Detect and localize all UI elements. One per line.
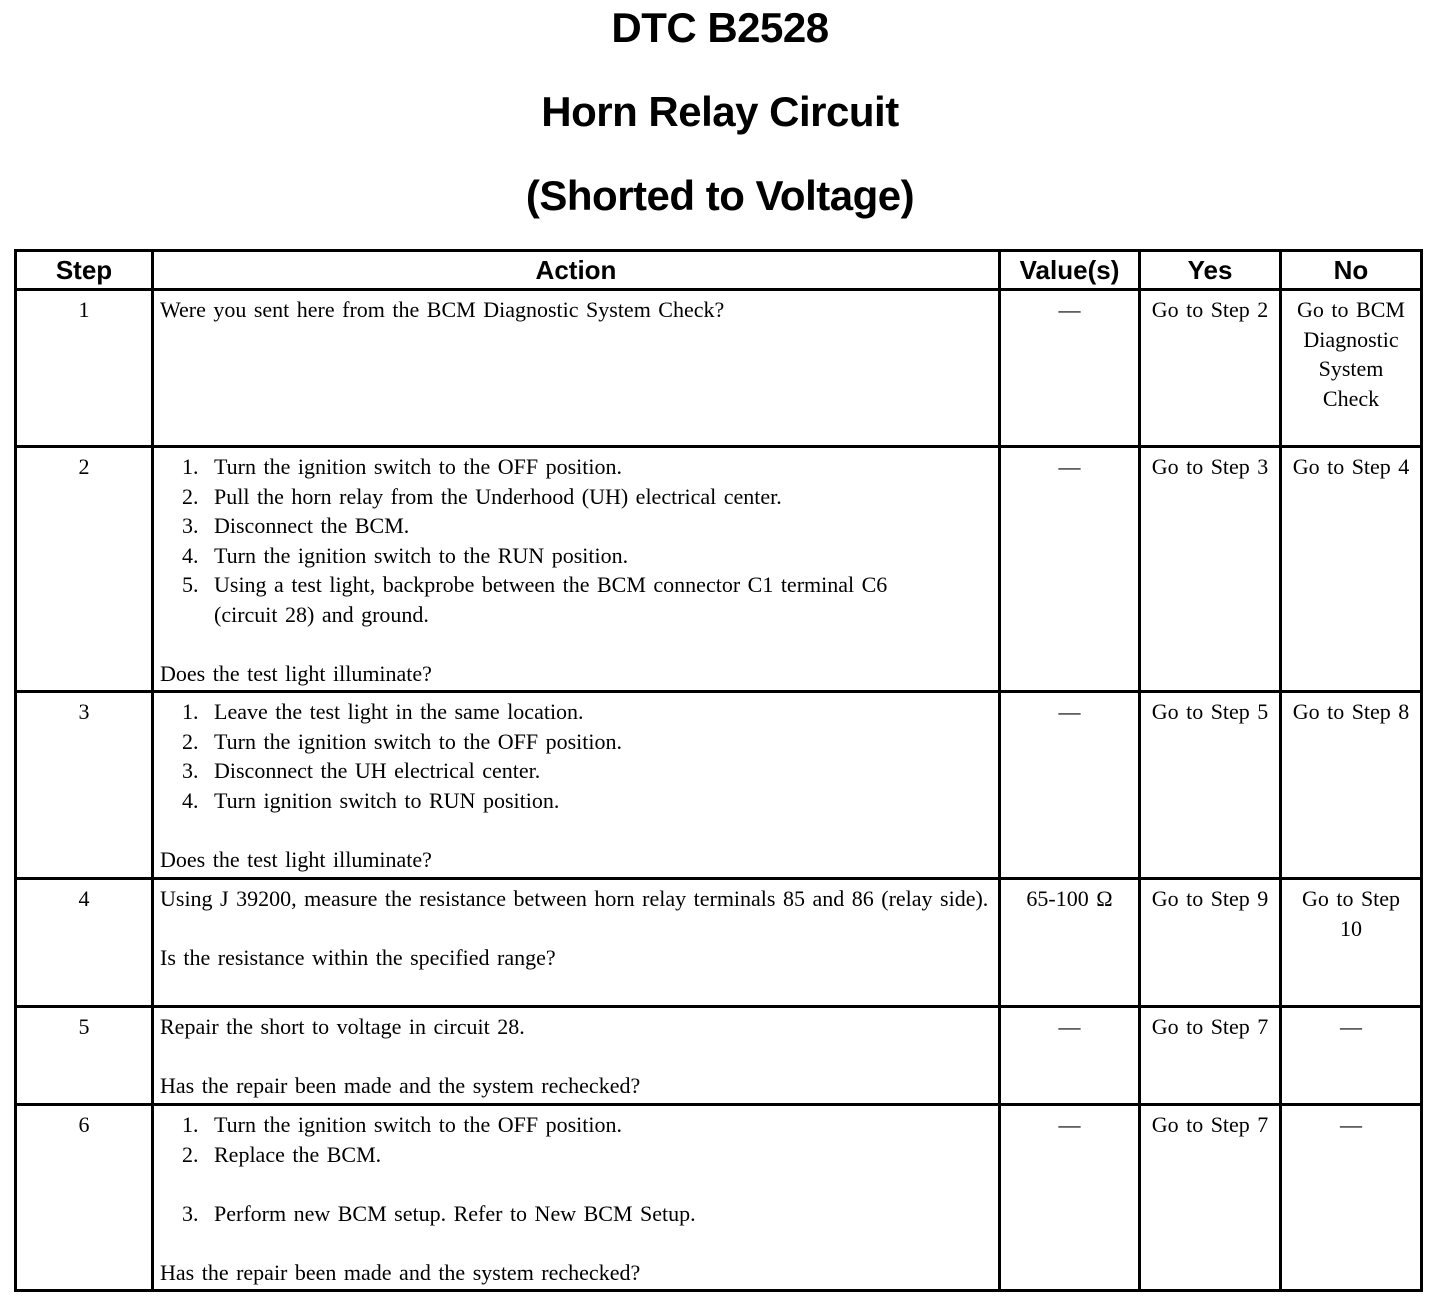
action-cell xyxy=(153,879,1000,1007)
value-cell: — xyxy=(1000,447,1140,692)
header-no: No xyxy=(1281,251,1422,290)
action-question: Does the test light illuminate? xyxy=(160,846,432,872)
table-row xyxy=(16,447,1422,692)
yes-cell: Go to Step 3 xyxy=(1140,447,1281,692)
list-item: 5. Using a test light, backprobe between the BCM connector C1 terminal C6 (circuit 28) and ground. xyxy=(182,572,888,627)
no-cell: Go to Step 8 xyxy=(1281,692,1422,879)
value-cell: — xyxy=(1000,1105,1140,1291)
list-item: 4. Turn the ignition switch to the RUN position. xyxy=(182,542,629,568)
diagnostic-table xyxy=(14,249,1423,1292)
action-steps-list xyxy=(160,452,992,629)
step-number: 4 xyxy=(16,879,153,1007)
step-number: 2 xyxy=(16,447,153,692)
action-cell xyxy=(153,447,1000,692)
action-steps-list xyxy=(160,1199,992,1229)
value-cell: — xyxy=(1000,290,1140,447)
action-steps-list xyxy=(160,1110,992,1169)
no-cell: — xyxy=(1281,1007,1422,1105)
no-cell: Go to BCM Diagnostic System Check xyxy=(1281,290,1422,447)
action-question: Is the resistance within the specified range? xyxy=(160,945,556,970)
list-item: 3. Disconnect the BCM. xyxy=(182,513,410,538)
yes-cell: Go to Step 9 xyxy=(1140,879,1281,1007)
table-row xyxy=(16,692,1422,879)
action-intro: Were you sent here from the BCM Diagnostic System Check? xyxy=(160,297,725,322)
action-intro: Using J 39200, measure the resistance between horn relay terminals 85 and 86 (relay side). xyxy=(160,886,989,911)
value-cell: — xyxy=(1000,692,1140,879)
list-item: 1. Turn the ignition switch to the OFF position. xyxy=(182,454,623,479)
table-row xyxy=(16,1105,1422,1291)
dtc-code-title: DTC B2528 xyxy=(611,4,829,51)
condition-title: (Shorted to Voltage) xyxy=(525,172,915,219)
action-cell xyxy=(153,692,1000,879)
action-cell xyxy=(153,290,1000,447)
action-question: Has the repair been made and the system rechecked? xyxy=(160,1259,641,1285)
step-number: 6 xyxy=(16,1105,153,1291)
action-intro: Repair the short to voltage in circuit 28. xyxy=(160,1014,525,1039)
list-item: 2. Replace the BCM. xyxy=(182,1141,382,1167)
no-cell: — xyxy=(1281,1105,1422,1291)
table-header-row xyxy=(16,251,1422,290)
list-item: 4. Turn ignition switch to RUN position. xyxy=(182,787,560,813)
action-cell xyxy=(153,1105,1000,1291)
value-cell: — xyxy=(1000,1007,1140,1105)
step-number: 1 xyxy=(16,290,153,447)
value-cell: 65-100 Ω xyxy=(1000,879,1140,1007)
step-number: 3 xyxy=(16,692,153,879)
action-question: Does the test light illuminate? xyxy=(160,660,432,686)
circuit-title: Horn Relay Circuit xyxy=(541,88,899,135)
yes-cell: Go to Step 7 xyxy=(1140,1105,1281,1291)
no-cell: Go to Step 10 xyxy=(1281,879,1422,1007)
list-item: 2. Turn the ignition switch to the OFF position. xyxy=(182,728,623,754)
header-step: Step xyxy=(16,251,153,290)
table-row xyxy=(16,290,1422,447)
header-action: Action xyxy=(153,251,1000,290)
list-item: 1. Leave the test light in the same location. xyxy=(182,699,584,724)
list-item: 3. Perform new BCM setup. Refer to New BCM Setup. xyxy=(182,1200,696,1226)
list-item: 1. Turn the ignition switch to the OFF position. xyxy=(182,1112,623,1137)
step-number: 5 xyxy=(16,1007,153,1105)
table-row xyxy=(16,879,1422,1007)
yes-cell: Go to Step 7 xyxy=(1140,1007,1281,1105)
action-steps-list xyxy=(160,697,992,815)
action-question: Has the repair been made and the system rechecked? xyxy=(160,1073,641,1098)
action-cell xyxy=(153,1007,1000,1105)
no-cell: Go to Step 4 xyxy=(1281,447,1422,692)
yes-cell: Go to Step 2 xyxy=(1140,290,1281,447)
list-item: 2. Pull the horn relay from the Underhood (UH) electrical center. xyxy=(182,483,782,509)
list-item: 3. Disconnect the UH electrical center. xyxy=(182,758,541,783)
header-yes: Yes xyxy=(1140,251,1281,290)
table-row xyxy=(16,1007,1422,1105)
yes-cell: Go to Step 5 xyxy=(1140,692,1281,879)
header-values: Value(s) xyxy=(1000,251,1140,290)
